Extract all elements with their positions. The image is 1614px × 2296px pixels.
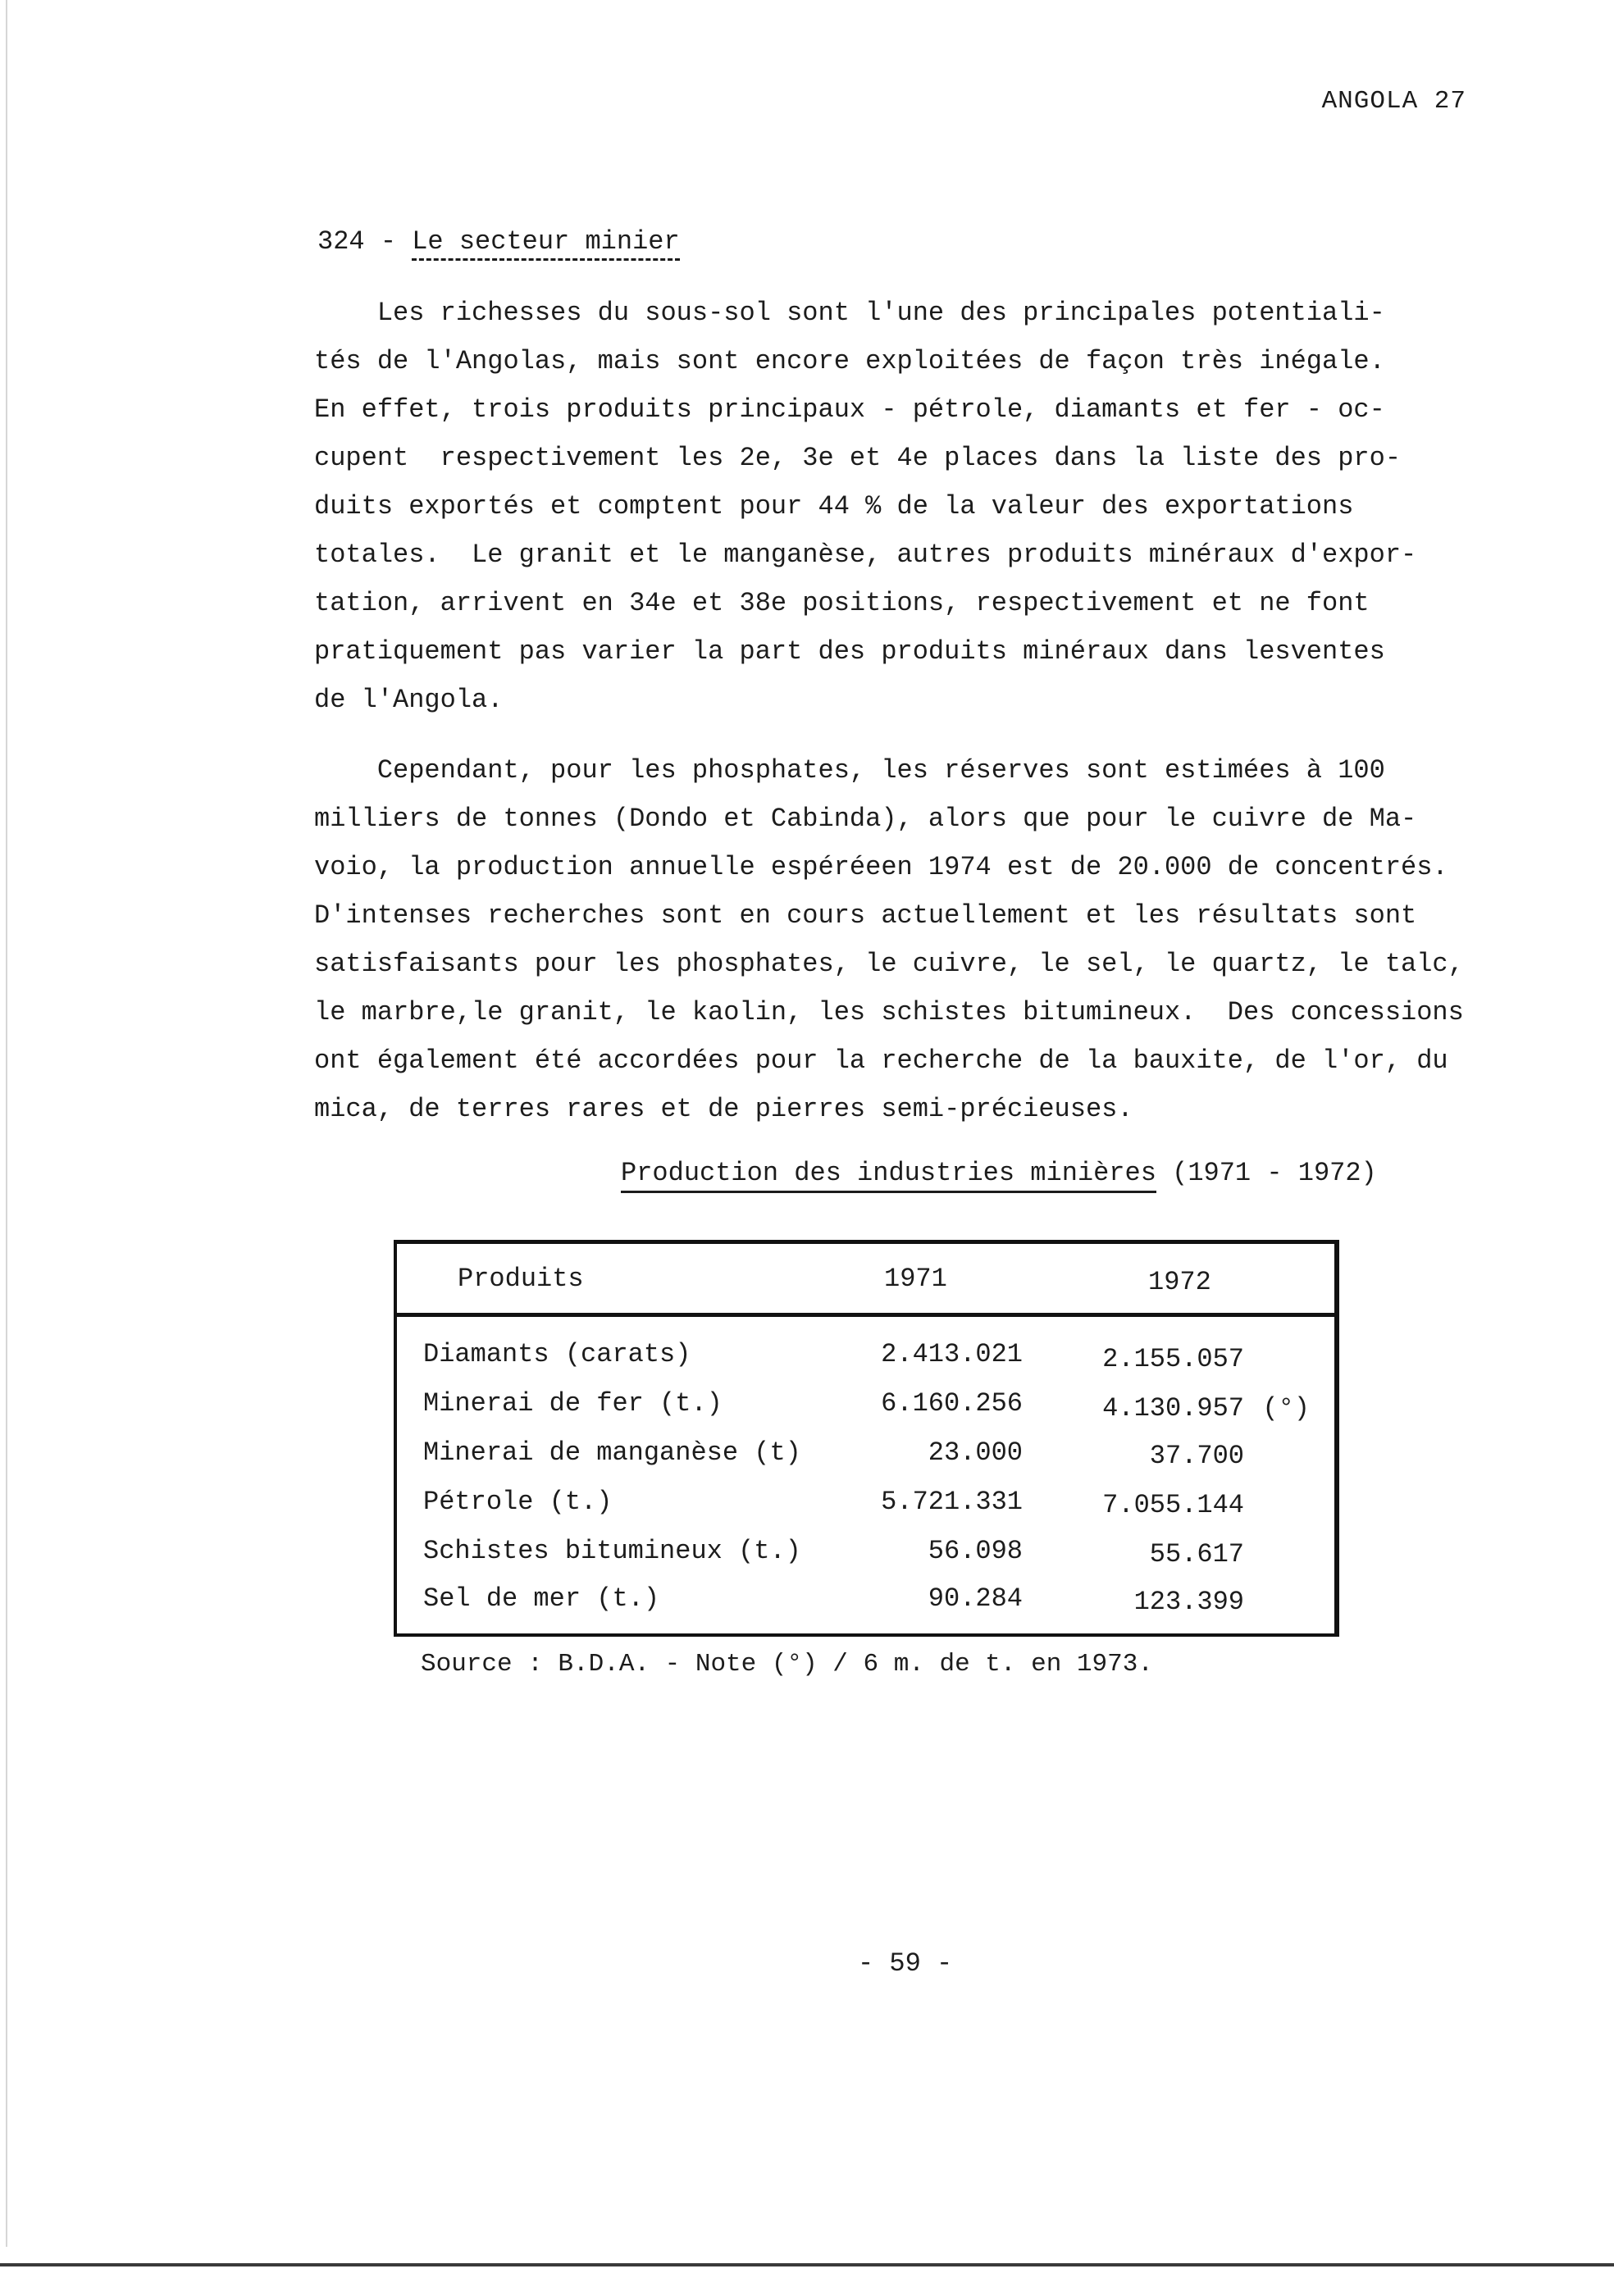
section-number: 324 -: [317, 226, 413, 257]
table-title: Production des industries minières: [621, 1158, 1156, 1193]
scan-bottom-rule: [0, 2263, 1614, 2266]
cell-product: Minerai de fer (t.): [423, 1388, 723, 1419]
paragraph-1: [314, 289, 1520, 724]
table-caption: [621, 1158, 1377, 1188]
table-header-row: [397, 1244, 1334, 1317]
cell-1971: 56.098: [928, 1536, 1023, 1566]
paragraph-line: tation, arrivent en 34e et 38e positions, respectivement et ne font: [314, 588, 1370, 618]
paragraph-line: milliers de tonnes (Dondo et Cabinda), alors que pour le cuivre de Ma-: [314, 804, 1417, 834]
cell-product: Sel de mer (t.): [423, 1583, 660, 1614]
paragraph-line: pratiquement pas varier la part des produits minéraux dans lesventes: [314, 636, 1385, 667]
cell-1972: 37.700: [1149, 1441, 1244, 1471]
table-row: [397, 1583, 1334, 1633]
cell-1972: 55.617: [1149, 1539, 1244, 1569]
paragraph-line: Cependant, pour les phosphates, les réserves sont estimées à 100: [314, 755, 1385, 786]
page-number: - 59 -: [858, 1948, 953, 1979]
table-row: [397, 1437, 1334, 1487]
paragraph-line: En effet, trois produits principaux - pétrole, diamants et fer - oc-: [314, 394, 1385, 425]
table-row: [397, 1388, 1334, 1437]
cell-1972: 2.155.057: [1102, 1344, 1244, 1374]
header-1971: 1971: [884, 1264, 947, 1294]
cell-1971: 23.000: [928, 1437, 1023, 1468]
cell-product: Pétrole (t.): [423, 1487, 613, 1517]
cell-1971: 6.160.256: [881, 1388, 1023, 1419]
paragraph-line: tés de l'Angolas, mais sont encore exploitées de façon très inégale.: [314, 346, 1385, 376]
paragraph-line: totales. Le granit et le manganèse, autres produits minéraux d'expor-: [314, 540, 1417, 570]
header-1972: 1972: [1148, 1267, 1211, 1297]
paragraph-line: voio, la production annuelle espéréeen 1974 est de 20.000 de concentrés.: [314, 852, 1448, 882]
paragraph-line: le marbre,le granit, le kaolin, les schistes bitumineux. Des concessions: [314, 997, 1464, 1027]
cell-product: Diamants (carats): [423, 1339, 691, 1369]
section-title: Le secteur minier: [412, 226, 679, 261]
cell-1971: 5.721.331: [881, 1487, 1023, 1517]
table-row: [397, 1339, 1334, 1388]
table-row: [397, 1536, 1334, 1585]
production-table: [394, 1240, 1339, 1637]
running-header: ANGOLA 27: [1321, 87, 1466, 116]
paragraph-line: de l'Angola.: [314, 685, 504, 715]
cell-1972: 4.130.957: [1102, 1393, 1244, 1424]
cell-1972: 123.399: [1133, 1587, 1244, 1617]
header-produits: Produits: [458, 1264, 584, 1294]
paragraph-line: duits exportés et comptent pour 44 % de la valeur des exportations: [314, 491, 1354, 522]
cell-1972: 7.055.144: [1102, 1490, 1244, 1520]
paragraph-line: cupent respectivement les 2e, 3e et 4e places dans la liste des pro-: [314, 443, 1402, 473]
table-source-note: Source : B.D.A. - Note (°) / 6 m. de t. en 1973.: [421, 1650, 1153, 1679]
cell-product: Minerai de manganèse (t): [423, 1437, 801, 1468]
paragraph-line: Les richesses du sous-sol sont l'une des principales potentiali-: [314, 298, 1385, 328]
paragraph-line: mica, de terres rares et de pierres semi-précieuses.: [314, 1094, 1133, 1124]
paragraph-line: D'intenses recherches sont en cours actuellement et les résultats sont: [314, 900, 1417, 931]
table-title-years: (1971 - 1972): [1156, 1158, 1377, 1188]
paragraph-line: satisfaisants pour les phosphates, le cuivre, le sel, le quartz, le talc,: [314, 949, 1464, 979]
table-row: [397, 1487, 1334, 1536]
paragraph-2: [314, 746, 1520, 1133]
paragraph-line: ont également été accordées pour la recherche de la bauxite, de l'or, du: [314, 1046, 1448, 1076]
cell-product: Schistes bitumineux (t.): [423, 1536, 801, 1566]
cell-1971: 90.284: [928, 1583, 1023, 1614]
cell-note: (°): [1262, 1393, 1310, 1424]
cell-1971: 2.413.021: [881, 1339, 1023, 1369]
section-heading: [317, 226, 680, 257]
scan-left-edge: [6, 0, 7, 2247]
